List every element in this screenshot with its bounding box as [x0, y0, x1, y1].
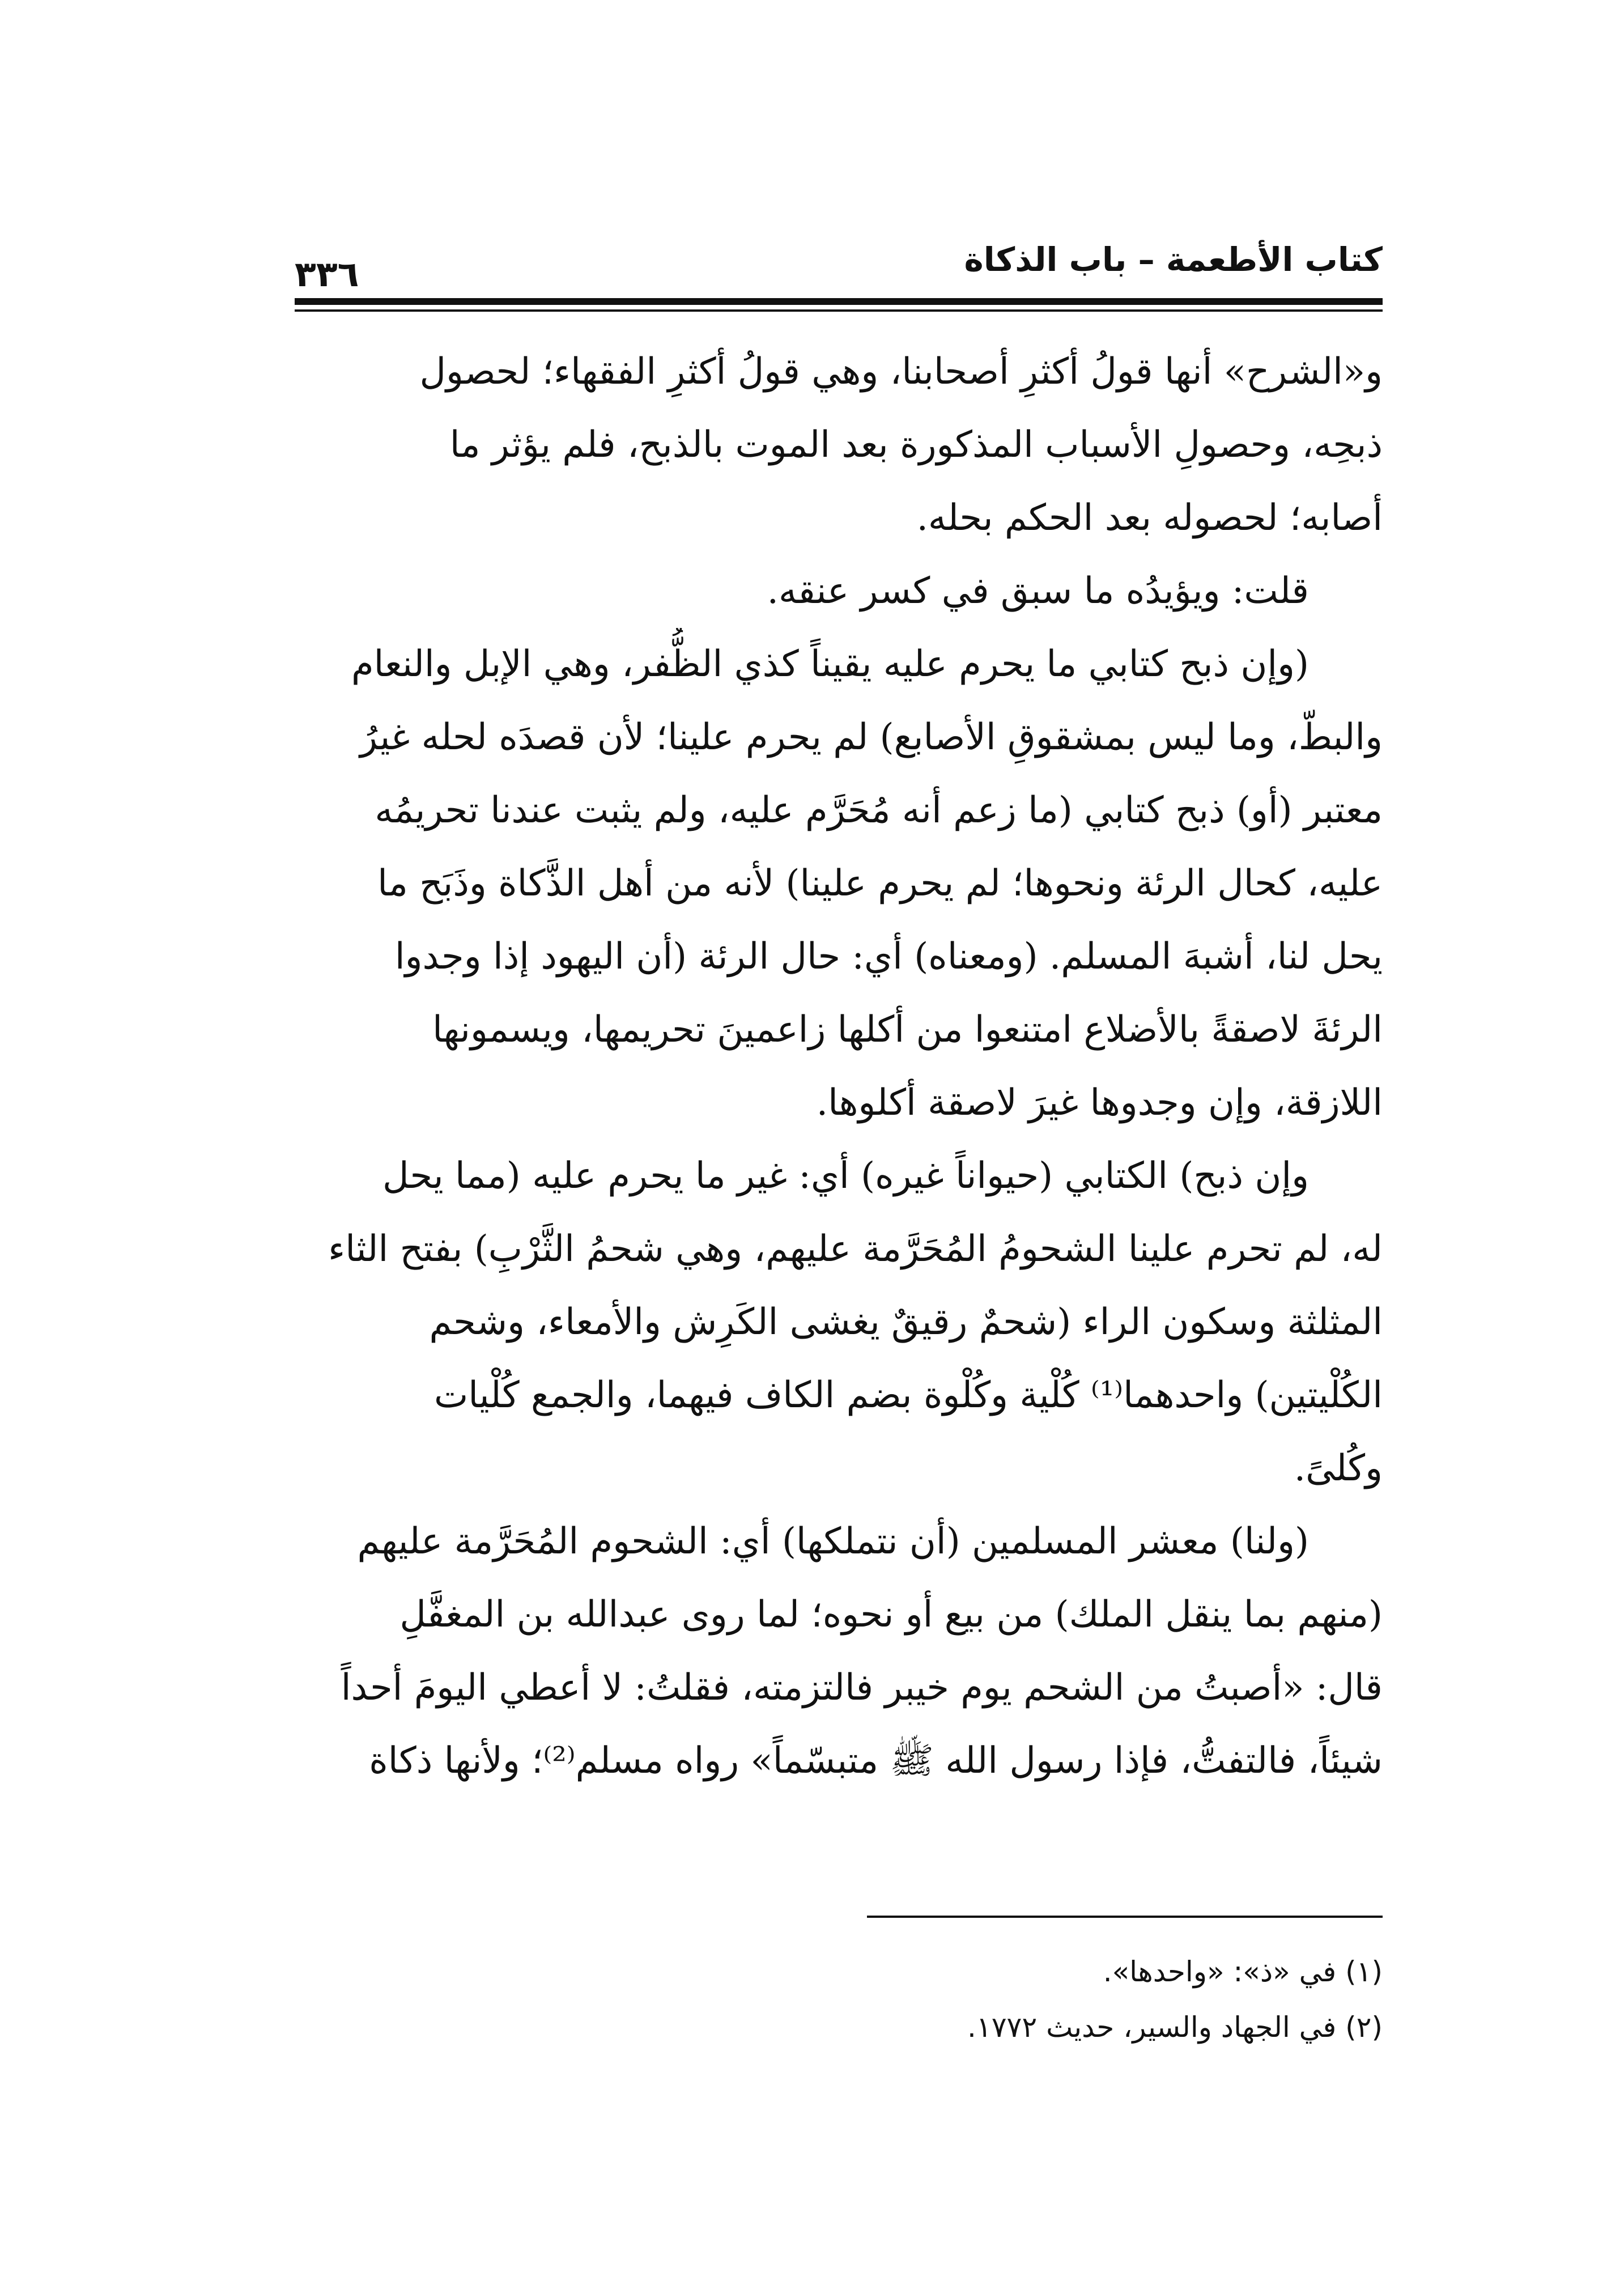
page-number: ٣٣٦	[295, 253, 359, 295]
footnote-item: (٢) في الجهاد والسير، حديث ١٧٧٢.	[967, 2011, 1383, 2044]
text-line: أصابه؛ لحصوله بعد الحكم بحله.	[916, 497, 1383, 539]
footnote-separator	[867, 1916, 1383, 1918]
text-line: له، لم تحرم علينا الشحومُ المُحَرَّمة عليهم، وهي شحمُ الثَّرْبِ) بفتح الثاء	[328, 1228, 1383, 1270]
text-line: وإن ذبح) الكتابي (حيواناً غيره) أي: غير ما يحرم عليه (مما يحل	[382, 1155, 1309, 1197]
text-line: قلت: ويؤيدُه ما سبق في كسر عنقه.	[767, 570, 1309, 612]
page-header	[295, 232, 1383, 295]
text-line: قال: «أصبتُ من الشحم يوم خيبر فالتزمته، فقلتُ: لا أعطي اليومَ أحداً	[341, 1667, 1383, 1709]
text-line: ذبحِه، وحصولِ الأسباب المذكورة بعد الموت بالذبح، فلم يؤثر ما	[449, 424, 1383, 466]
text-line: (منهم بما ينقل الملك) من بيع أو نحوه؛ لما روى عبدالله بن المغفَّلِ	[399, 1594, 1383, 1636]
text-line: الكُلْيتين) واحدهما⁽¹⁾ كُلْية وكُلْوة بضم الكاف فيهما، والجمع كُلْيات	[433, 1374, 1383, 1416]
text-line: شيئاً، فالتفتُّ، فإذا رسول الله ﷺ متبسّماً» رواه مسلم⁽²⁾؛ ولأنها ذكاة	[369, 1740, 1383, 1782]
text-line: المثلثة وسكون الراء (شحمٌ رقيقٌ يغشى الكَرِش والأمعاء، وشحم	[429, 1301, 1383, 1343]
header-rule-thin	[295, 309, 1383, 312]
text-line: وكُلىً.	[1294, 1447, 1383, 1489]
text-line: والبطّ، وما ليس بمشقوقِ الأصابع) لم يحرم علينا؛ لأن قصدَه لحله غيرُ	[360, 716, 1383, 758]
header-rule-thick	[295, 298, 1383, 305]
text-line: اللازقة، وإن وجدوها غيرَ لاصقة أكلوها.	[816, 1082, 1383, 1124]
text-line: و«الشرح» أنها قولُ أكثرِ أصحابنا، وهي قولُ أكثرِ الفقهاء؛ لحصول	[419, 351, 1383, 393]
body-text	[278, 336, 1383, 1798]
text-line: معتبر (أو) ذبح كتابي (ما زعم أنه مُحَرَّم عليه، ولم يثبت عندنا تحريمُه	[375, 789, 1383, 831]
text-line: (ولنا) معشر المسلمين (أن نتملكها) أي: الشحوم المُحَرَّمة عليهم	[357, 1521, 1309, 1562]
footnote-item: (١) في «ذ»: «واحدها».	[1103, 1955, 1383, 1988]
footnotes	[680, 1944, 1383, 2055]
text-line: يحل لنا، أشبهَ المسلم. (ومعناه) أي: حال الرئة (أن اليهود إذا وجدوا	[394, 936, 1383, 978]
text-line: الرئةَ لاصقةً بالأضلاع امتنعوا من أكلها زاعمينَ تحريمها، ويسمونها	[432, 1009, 1383, 1051]
text-line: (وإن ذبح كتابي ما يحرم عليه يقيناً كذي الظُّفر، وهي الإبل والنعام	[351, 643, 1309, 685]
running-title: كتاب الأطعمة – باب الذكاة	[964, 240, 1383, 279]
text-line: عليه، كحال الرئة ونحوها؛ لم يحرم علينا) لأنه من أهل الذَّكاة وذَبَح ما	[377, 863, 1383, 905]
